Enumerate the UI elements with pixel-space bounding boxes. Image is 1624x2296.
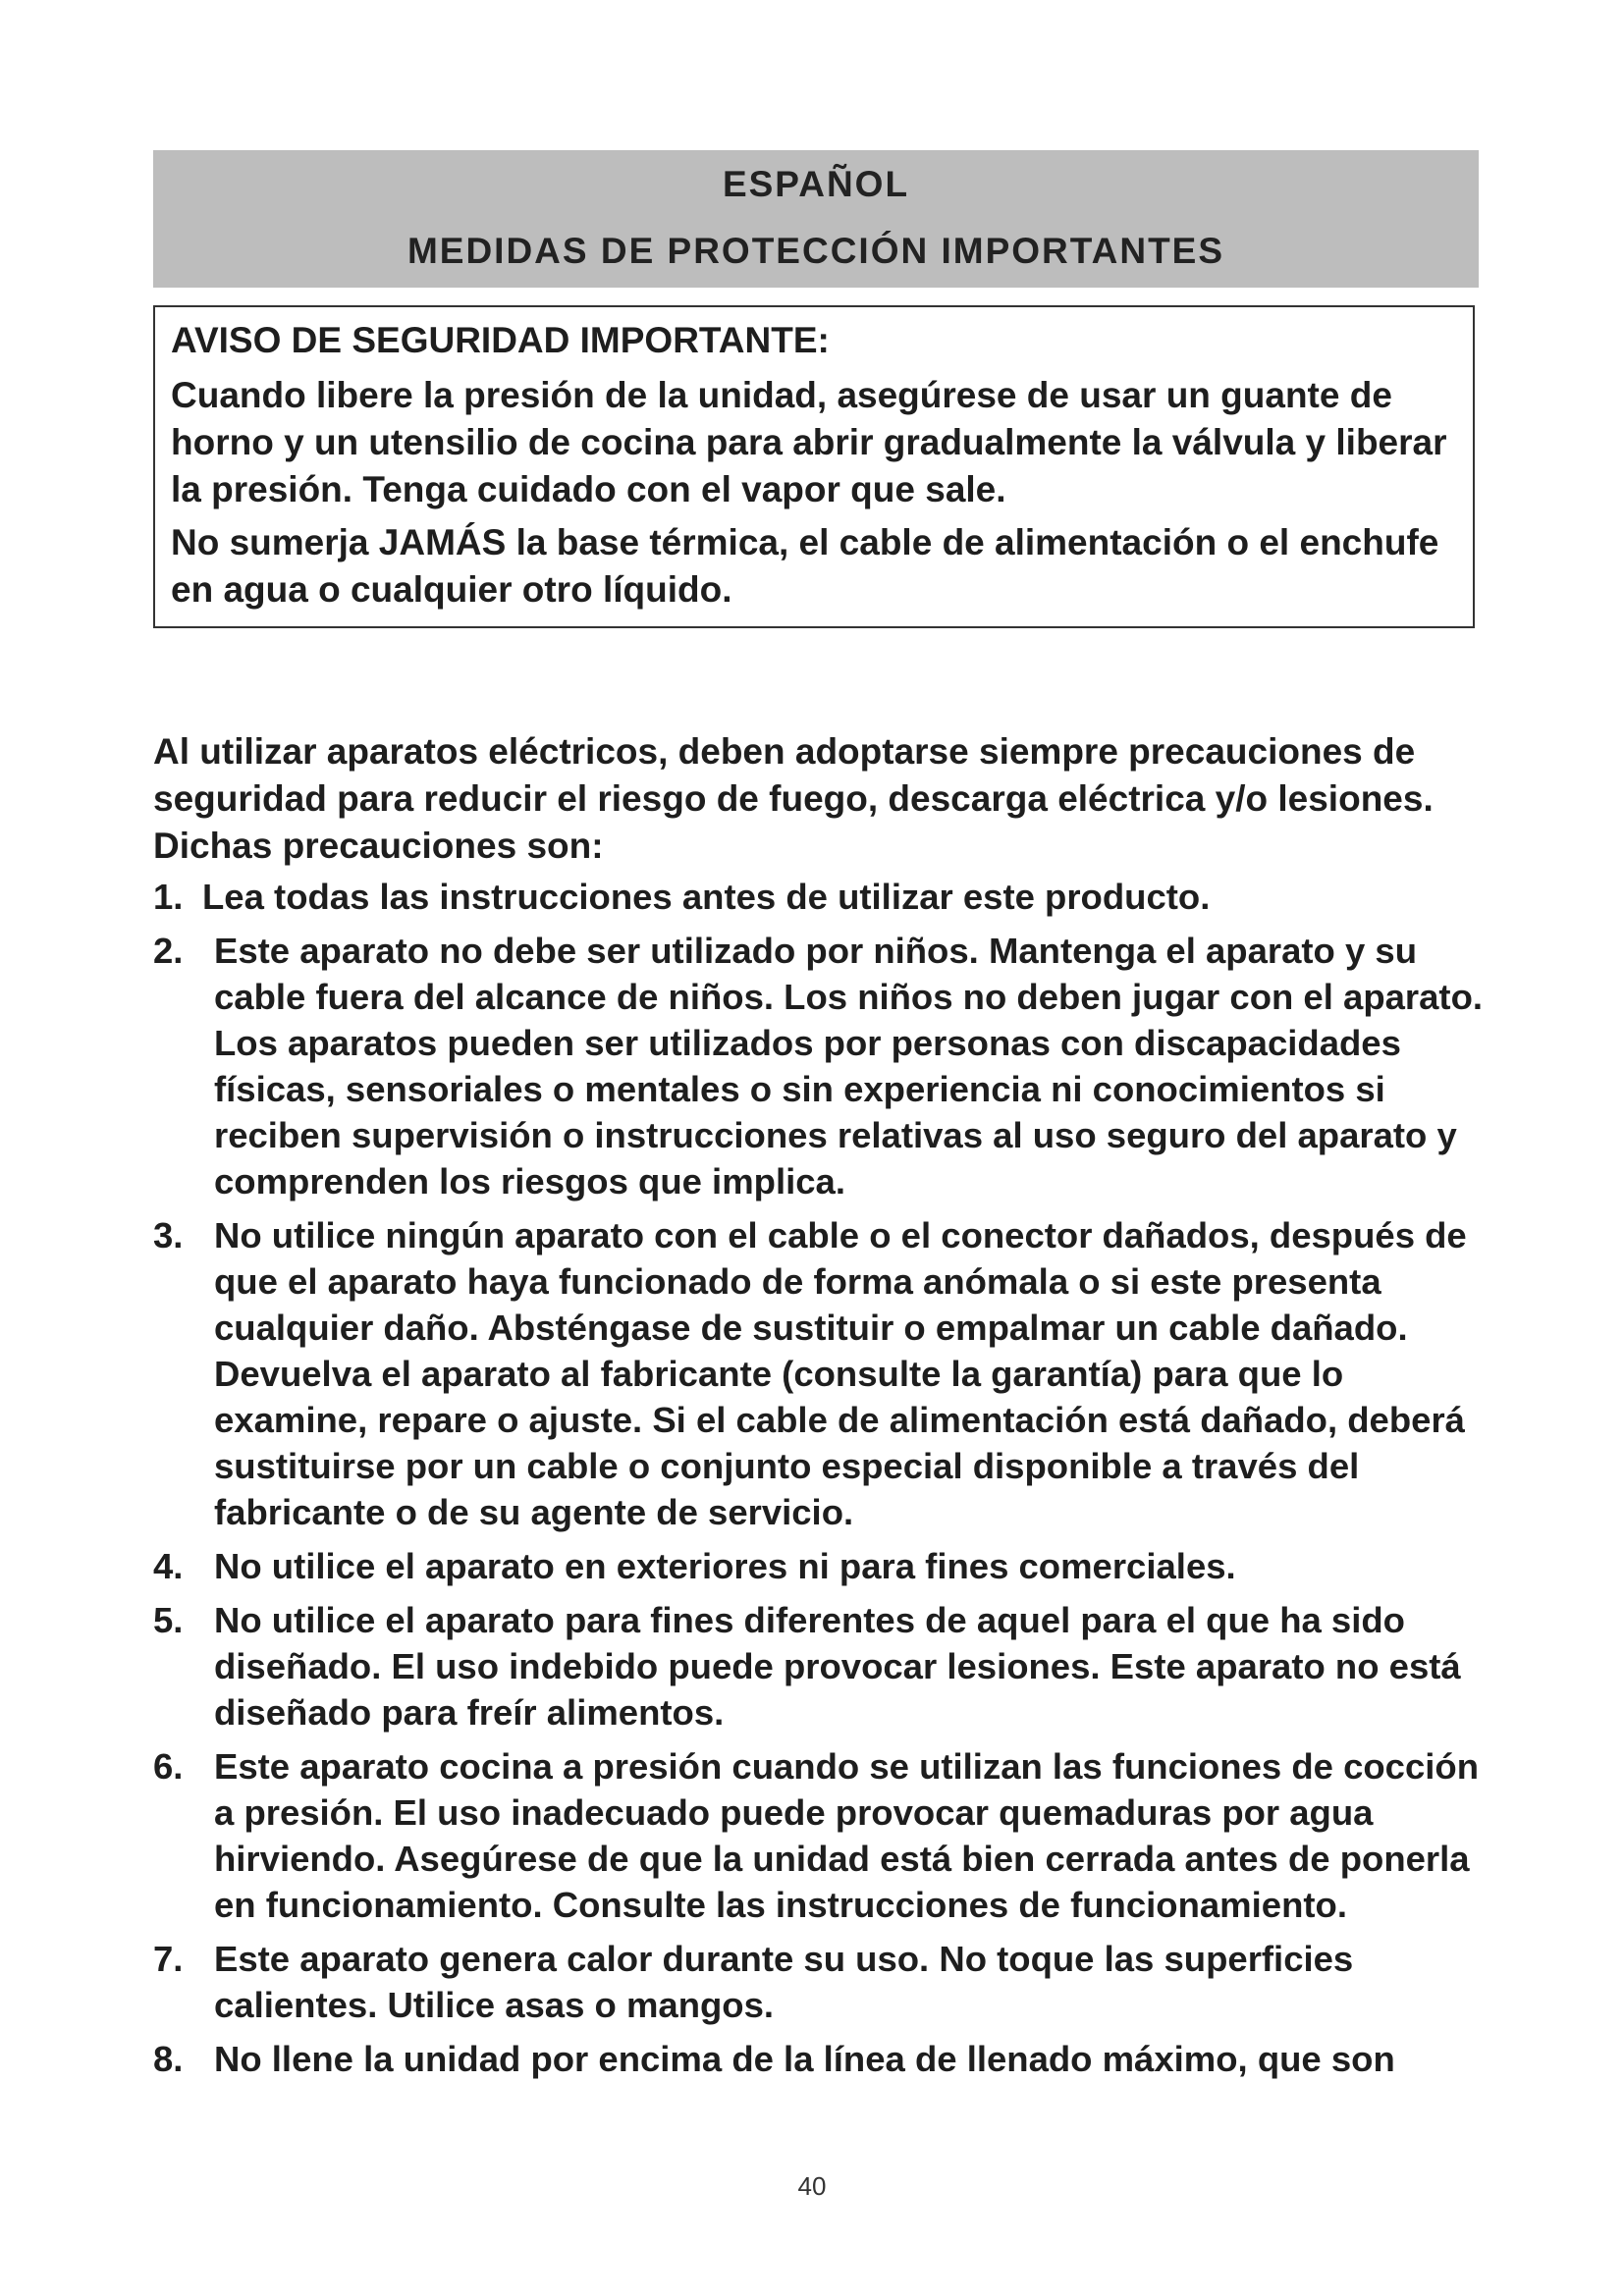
notice-paragraph: No sumerja JAMÁS la base térmica, el cable de alimentación o el enchufe en agua o cualquier otro líquido. [171, 522, 1439, 610]
item-number: 3. [153, 1215, 184, 1255]
list-item [153, 1212, 1489, 1535]
list-item [153, 2036, 1489, 2082]
section-header [153, 150, 1479, 288]
list-item [153, 1936, 1489, 2028]
safety-notice-box [153, 305, 1475, 628]
notice-paragraph: Cuando libere la presión de la unidad, asegúrese de usar un guante de horno y un utensilio de cocina para abrir gradualmente la válvula y liberar la presión. Tenga cuidado con el vapor que sale. [171, 375, 1447, 509]
list-item [153, 874, 1489, 920]
item-number: 4. [153, 1546, 184, 1586]
item-text: Este aparato genera calor durante su uso. No toque las superficies calientes. Utilice asas o mangos. [214, 1939, 1354, 2025]
item-text: No llene la unidad por encima de la línea de llenado máximo, que son [214, 2039, 1395, 2079]
item-text: No utilice el aparato en exteriores ni para fines comerciales. [214, 1546, 1236, 1586]
list-item [153, 928, 1489, 1204]
item-text: No utilice ningún aparato con el cable o el conector dañados, después de que el aparato haya funcionado de forma anómala o si este presenta cualquier daño. Absténgase de sustituir o empalmar un cable dañado. Devuelva el aparato al fabricante (consulte la garantía) para que lo examine, repare o ajuste. Si el cable de alimentación está dañado, deberá sustituirse por un cable o conjunto especial disponible a través del fabricante o de su agente de servicio. [214, 1215, 1467, 1532]
page-title: MEDIDAS DE PROTECCIÓN IMPORTANTES [406, 231, 1225, 271]
language-heading: ESPAÑOL [722, 164, 910, 204]
item-number: 7. [153, 1939, 184, 1979]
list-item [153, 1543, 1489, 1589]
item-number: 5. [153, 1600, 184, 1640]
notice-title: AVISO DE SEGURIDAD IMPORTANTE: [171, 320, 830, 360]
page-number: 40 [797, 2171, 827, 2201]
item-number: 1. [153, 877, 184, 917]
precautions-list [153, 874, 1489, 2090]
list-item [153, 1597, 1489, 1735]
item-number: 2. [153, 931, 184, 971]
item-text: No utilice el aparato para fines diferentes de aquel para el que ha sido diseñado. El uso indebido puede provocar lesiones. Este aparato no está diseñado para freír alimentos. [214, 1600, 1461, 1733]
item-text: Este aparato no debe ser utilizado por niños. Mantenga el aparato y su cable fuera del alcance de niños. Los niños no deben jugar con el aparato. Los aparatos pueden ser utilizados por personas con discapacidades físicas, sensoriales o mentales o sin experiencia ni conocimientos si reciben supervisión o instrucciones relativas al uso seguro del aparato y comprenden los riesgos que implica. [214, 931, 1484, 1201]
item-text: Este aparato cocina a presión cuando se utilizan las funciones de cocción a presión. El uso inadecuado puede provocar quemaduras por agua hirviendo. Asegúrese de que la unidad está bien cerrada antes de ponerla en funcionamiento. Consulte las instrucciones de funcionamiento. [214, 1746, 1479, 1925]
item-text: Lea todas las instrucciones antes de utilizar este producto. [202, 877, 1211, 917]
item-number: 8. [153, 2039, 184, 2079]
item-number: 6. [153, 1746, 184, 1787]
intro-paragraph: Al utilizar aparatos eléctricos, deben adoptarse siempre precauciones de seguridad para reducir el riesgo de fuego, descarga eléctrica y/o lesiones. Dichas precauciones son: [153, 731, 1434, 866]
list-item [153, 1743, 1489, 1928]
